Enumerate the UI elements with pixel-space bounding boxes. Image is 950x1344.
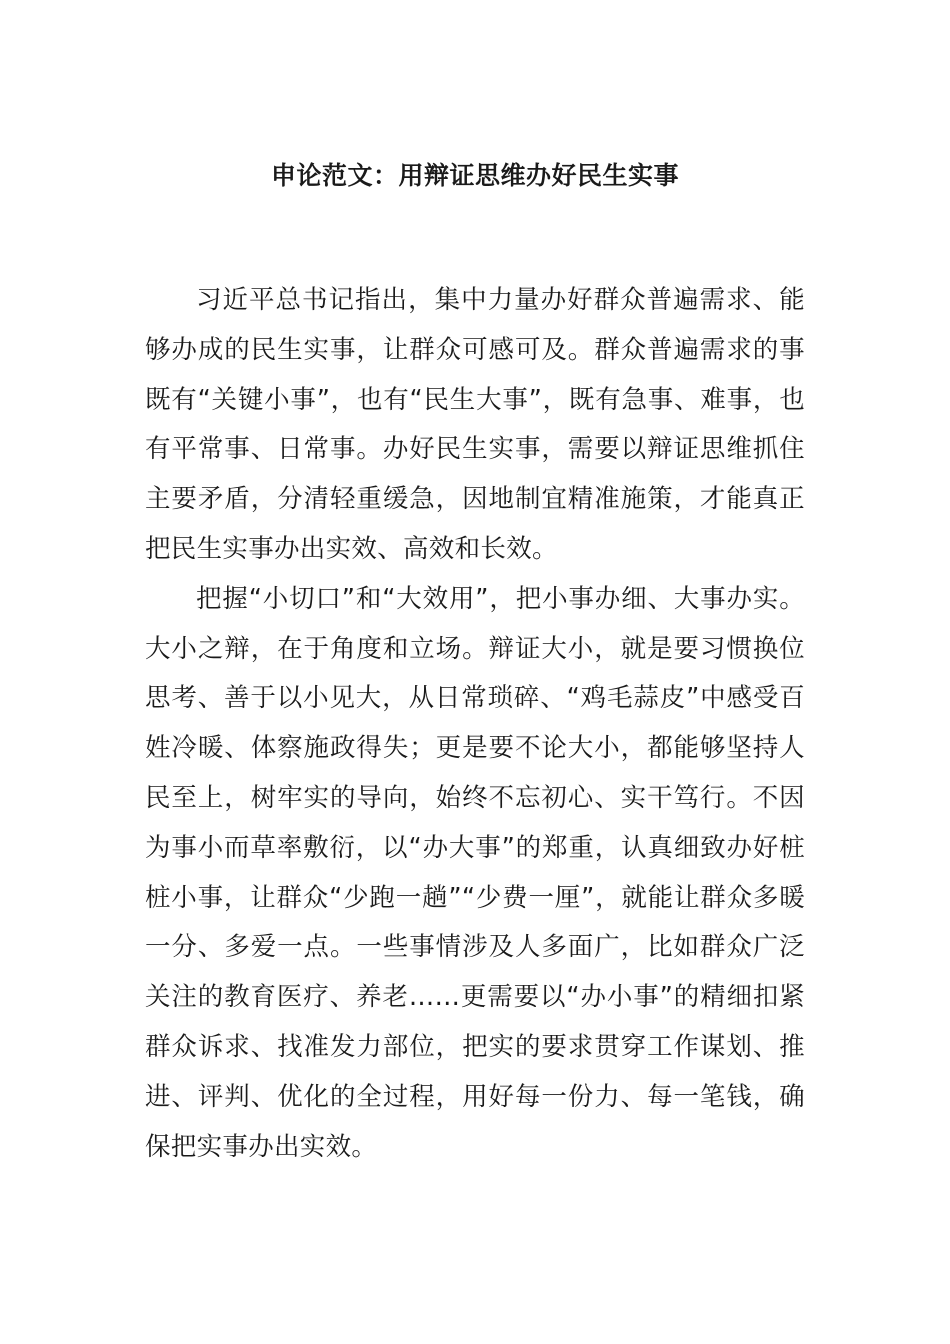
paragraph-small-and-big: 把握“小切口”和“大效用”，把小事办细、大事办实。大小之辩，在于角度和立场。辩证大小，就是要习惯换位思考、善于以小见大，从日常琐碎、“鸡毛蒜皮”中感受百姓冷暖、体察施政得失；更是要不论大小，都能够坚持人民至上，树牢实的导向，始终不忘初心、实干笃行。不因为事小而草率敷衍，以“办大事”的郑重，认真细致办好桩桩小事，让群众“少跑一趟”“少费一厘”，就能让群众多暖一分、多爱一点。一些事情涉及人多面广，比如群众广泛关注的教育医疗、养老……更需要以“办小事”的精细扣紧群众诉求、找准发力部位，把实的要求贯穿工作谋划、推进、评判、优化的全过程，用好每一份力、每一笔钱，确保把实事办出实效。: [145, 583, 805, 1162]
paragraph-intro: 习近平总书记指出，集中力量办好群众普遍需求、能够办成的民生实事，让群众可感可及。群众普遍需求的事既有“关键小事”，也有“民生大事”，既有急事、难事，也有平常事、日常事。办好民生实事，需要以辩证思维抓住主要矛盾，分清轻重缓急，因地制宜精准施策，才能真正把民生实事办出实效、高效和长效。: [145, 285, 805, 564]
document-title: 申论范文：用辩证思维办好民生实事: [270, 161, 679, 190]
document-body: [145, 276, 805, 1172]
